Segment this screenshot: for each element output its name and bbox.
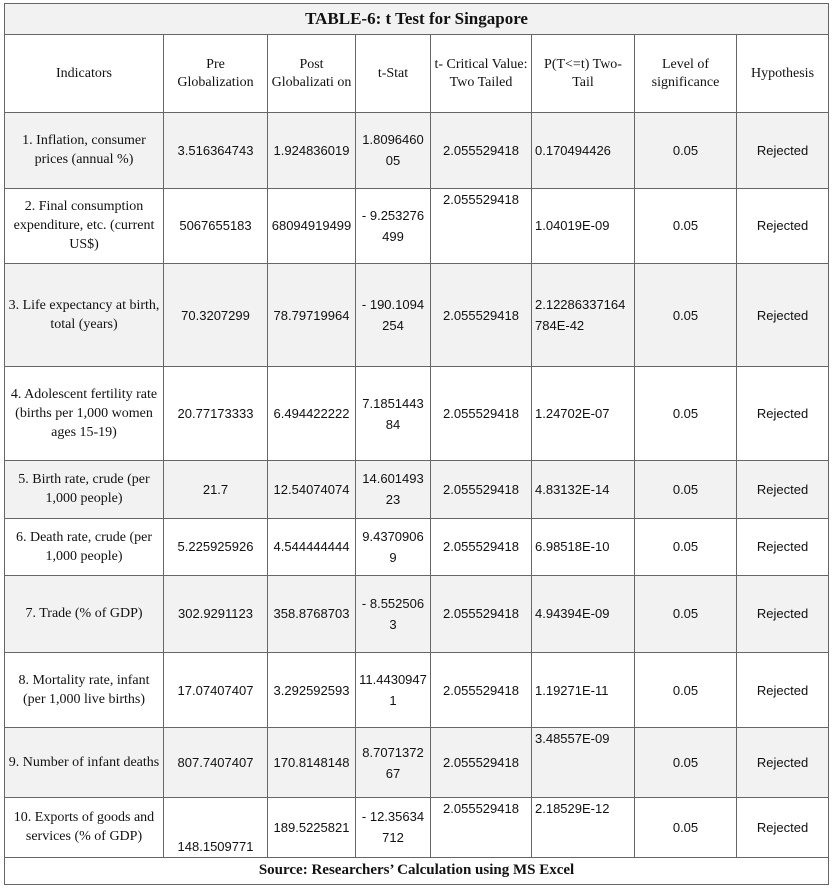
- pre-cell: 3.516364743: [164, 112, 268, 188]
- level-cell: 0.05: [635, 188, 737, 264]
- level-cell: 0.05: [635, 728, 737, 798]
- indicator-cell: 9. Number of infant deaths: [5, 728, 164, 798]
- tstat-cell: - 8.5525063: [356, 576, 431, 653]
- header-p-value: P(T<=t) Two-Tail: [532, 35, 635, 113]
- indicator-cell: 8. Mortality rate, infant (per 1,000 live births): [5, 652, 164, 728]
- indicator-cell: 2. Final consumption expenditure, etc. (current US$): [5, 188, 164, 264]
- hypothesis-cell: Rejected: [737, 798, 829, 858]
- p-cell: 1.24702E-07: [532, 367, 635, 461]
- table-row: [5, 518, 829, 576]
- header-hypothesis: Hypothesis: [737, 35, 829, 113]
- table-row: [5, 461, 829, 519]
- hypothesis-cell: Rejected: [737, 518, 829, 576]
- header-indicators: Indicators: [5, 35, 164, 113]
- p-cell: 3.48557E-09: [532, 728, 635, 798]
- header-t-stat: t-Stat: [356, 35, 431, 113]
- tstat-cell: 11.44309471: [356, 652, 431, 728]
- hypothesis-cell: Rejected: [737, 576, 829, 653]
- indicator-cell: 6. Death rate, crude (per 1,000 people): [5, 518, 164, 576]
- indicator-cell: 1. Inflation, consumer prices (annual %): [5, 112, 164, 188]
- indicator-cell: 7. Trade (% of GDP): [5, 576, 164, 653]
- table-row: [5, 652, 829, 728]
- level-cell: 0.05: [635, 798, 737, 858]
- table-row: [5, 188, 829, 264]
- hypothesis-cell: Rejected: [737, 367, 829, 461]
- p-cell: 0.170494426: [532, 112, 635, 188]
- header-level-of-significance: Level of significance: [635, 35, 737, 113]
- tstat-cell: 7.185144384: [356, 367, 431, 461]
- tstat-cell: - 9.253276499: [356, 188, 431, 264]
- p-cell: 4.83132E-14: [532, 461, 635, 519]
- table-row: [5, 367, 829, 461]
- tstat-cell: - 12.35634712: [356, 798, 431, 858]
- header-t-critical: t- Critical Value: Two Tailed: [431, 35, 532, 113]
- indicator-cell: 3. Life expectancy at birth, total (years): [5, 264, 164, 367]
- pre-cell: 148.1509771: [164, 798, 268, 858]
- critical-cell: 2.055529418: [431, 112, 532, 188]
- post-cell: 1.924836019: [268, 112, 356, 188]
- pre-cell: 70.3207299: [164, 264, 268, 367]
- post-cell: 12.54074074: [268, 461, 356, 519]
- p-cell: 4.94394E-09: [532, 576, 635, 653]
- critical-cell: 2.055529418: [431, 518, 532, 576]
- tstat-cell: 9.43709069: [356, 518, 431, 576]
- p-cell: 6.98518E-10: [532, 518, 635, 576]
- pre-cell: 17.07407407: [164, 652, 268, 728]
- table-row: [5, 112, 829, 188]
- p-cell: 2.12286337164784E-42: [532, 264, 635, 367]
- critical-cell: 2.055529418: [431, 367, 532, 461]
- table-title: TABLE-6: t Test for Singapore: [5, 4, 829, 35]
- p-cell: 1.04019E-09: [532, 188, 635, 264]
- level-cell: 0.05: [635, 367, 737, 461]
- tstat-cell: 14.60149323: [356, 461, 431, 519]
- post-cell: 6.494422222: [268, 367, 356, 461]
- critical-cell: 2.055529418: [431, 188, 532, 264]
- header-post-globalization: Post Globalizati on: [268, 35, 356, 113]
- post-cell: 189.5225821: [268, 798, 356, 858]
- post-cell: 358.8768703: [268, 576, 356, 653]
- indicator-cell: 10. Exports of goods and services (% of GDP): [5, 798, 164, 858]
- p-cell: 2.18529E-12: [532, 798, 635, 858]
- level-cell: 0.05: [635, 461, 737, 519]
- level-cell: 0.05: [635, 264, 737, 367]
- critical-cell: 2.055529418: [431, 264, 532, 367]
- tstat-cell: - 190.1094254: [356, 264, 431, 367]
- tstat-cell: 1.809646005: [356, 112, 431, 188]
- level-cell: 0.05: [635, 518, 737, 576]
- tstat-cell: 8.707137267: [356, 728, 431, 798]
- post-cell: 4.544444444: [268, 518, 356, 576]
- indicator-cell: 5. Birth rate, crude (per 1,000 people): [5, 461, 164, 519]
- critical-cell: 2.055529418: [431, 461, 532, 519]
- pre-cell: 807.7407407: [164, 728, 268, 798]
- table-row: [5, 576, 829, 653]
- hypothesis-cell: Rejected: [737, 461, 829, 519]
- critical-cell: 2.055529418: [431, 798, 532, 858]
- source-note: Source: Researchers’ Calculation using MS Excel: [5, 857, 829, 884]
- p-cell: 1.19271E-11: [532, 652, 635, 728]
- hypothesis-cell: Rejected: [737, 112, 829, 188]
- post-cell: 78.79719964: [268, 264, 356, 367]
- pre-cell: 20.77173333: [164, 367, 268, 461]
- post-cell: 3.292592593: [268, 652, 356, 728]
- critical-cell: 2.055529418: [431, 728, 532, 798]
- critical-cell: 2.055529418: [431, 576, 532, 653]
- level-cell: 0.05: [635, 576, 737, 653]
- pre-cell: 5067655183: [164, 188, 268, 264]
- post-cell: 170.8148148: [268, 728, 356, 798]
- hypothesis-cell: Rejected: [737, 264, 829, 367]
- indicator-cell: 4. Adolescent fertility rate (births per 1,000 women ages 15-19): [5, 367, 164, 461]
- header-pre-globalization: Pre Globalization: [164, 35, 268, 113]
- table-row: [5, 728, 829, 798]
- hypothesis-cell: Rejected: [737, 188, 829, 264]
- hypothesis-cell: Rejected: [737, 652, 829, 728]
- table-row: [5, 798, 829, 858]
- pre-cell: 302.9291123: [164, 576, 268, 653]
- level-cell: 0.05: [635, 652, 737, 728]
- post-cell: 68094919499: [268, 188, 356, 264]
- table-row: [5, 264, 829, 367]
- pre-cell: 21.7: [164, 461, 268, 519]
- pre-cell: 5.225925926: [164, 518, 268, 576]
- level-cell: 0.05: [635, 112, 737, 188]
- critical-cell: 2.055529418: [431, 652, 532, 728]
- t-test-table: [4, 3, 829, 885]
- hypothesis-cell: Rejected: [737, 728, 829, 798]
